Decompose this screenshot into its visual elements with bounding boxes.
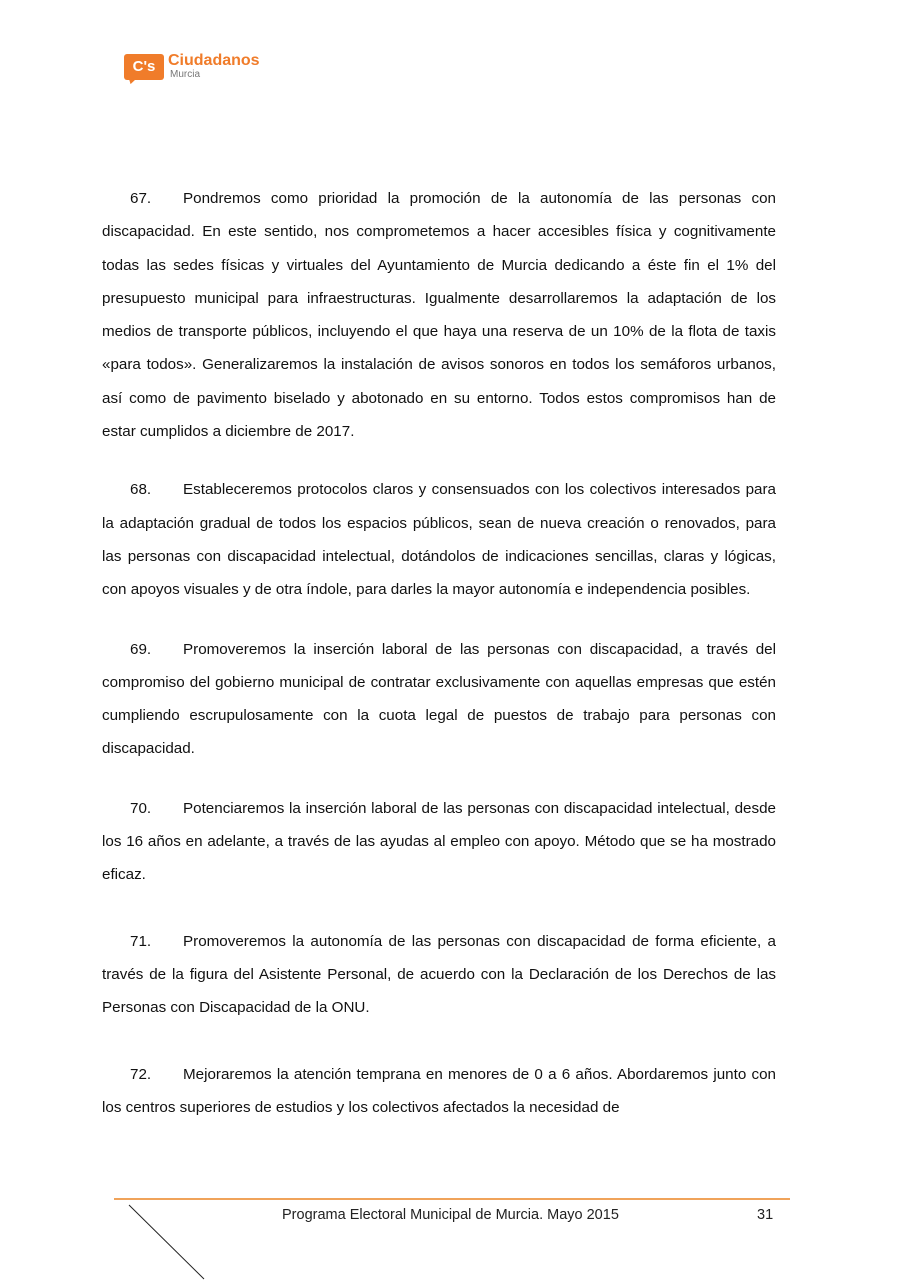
- footer-diagonal-line: [128, 1204, 208, 1280]
- paragraph-text: Potenciaremos la inserción laboral de las personas con discapacidad intelectual, desde los 16 años en adelante, a través de las ayudas al empleo con apoyo. Método que se ha mostrado eficaz.: [102, 799, 776, 884]
- paragraph-number: 69.: [130, 640, 152, 658]
- paragraph-text: Estableceremos protocolos claros y consensuados con los colectivos interesados para la adaptación gradual de todos los espacios públicos, sean de nueva creación o renovados, para las personas con discapacidad intelectual, dotándolos de indicaciones sencillas, claras y lógicas, con apoyos visuales y de otra índole, para darles la mayor autonomía e independencia posibles.: [102, 481, 776, 599]
- paragraph-68: [102, 473, 776, 606]
- document-body: [102, 182, 776, 1124]
- logo-badge: C's: [124, 54, 164, 80]
- paragraph-text: Promoveremos la inserción laboral de las personas con discapacidad, a través del compromiso del gobierno municipal de contratar exclusivamente con aquellas empresas que estén cumpliendo escrupulosamente con la cuota legal de puestos de trabajo para personas con discapacidad.: [102, 640, 776, 758]
- logo-subtitle: Murcia: [170, 69, 201, 80]
- paragraph-text: Promoveremos la autonomía de las personas con discapacidad de forma eficiente, a través de la figura del Asistente Personal, de acuerdo con la Declaración de los Derechos de las Personas con Discapacidad de la ONU.: [102, 932, 776, 1017]
- paragraph-number: 71.: [130, 932, 152, 950]
- footer-divider: [114, 1198, 790, 1200]
- paragraph-67: [102, 182, 776, 448]
- paragraph-number: 68.: [130, 481, 152, 499]
- paragraph-72: [102, 1058, 776, 1125]
- paragraph-70: [102, 792, 776, 892]
- paragraph-71: [102, 925, 776, 1025]
- paragraph-69: [102, 633, 776, 766]
- paragraph-text: Pondremos como prioridad la promoción de la autonomía de las personas con discapacidad. En este sentido, nos comprometemos a hacer accesibles física y cognitivamente todas las sedes físicas y virtuales del Ayuntamiento de Murcia dedicando a éste fin el 1% del presupuesto municipal para infraestructuras. Igualmente desarrollaremos la adaptación de los medios de transporte públicos, incluyendo el que haya una reserva de un 10% de la flota de taxis «para todos». Generalizaremos la instalación de avisos sonoros en todos los semáforos urbanos, así como de pavimento biselado y abotonado en su entorno. Todos estos compromisos han de estar cumplidos a diciembre de 2017.: [102, 190, 776, 441]
- paragraph-text: Mejoraremos la atención temprana en menores de 0 a 6 años. Abordaremos junto con los centros superiores de estudios y los colectivos afectados la necesidad de: [102, 1065, 776, 1116]
- paragraph-number: 70.: [130, 799, 152, 817]
- footer-title: Programa Electoral Municipal de Murcia. Mayo 2015: [282, 1207, 619, 1223]
- ciudadanos-logo: [124, 52, 274, 86]
- page-number: 31: [757, 1207, 774, 1223]
- paragraph-number: 67.: [130, 190, 152, 207]
- logo-name: Ciudadanos: [168, 52, 260, 69]
- paragraph-number: 72.: [130, 1065, 152, 1083]
